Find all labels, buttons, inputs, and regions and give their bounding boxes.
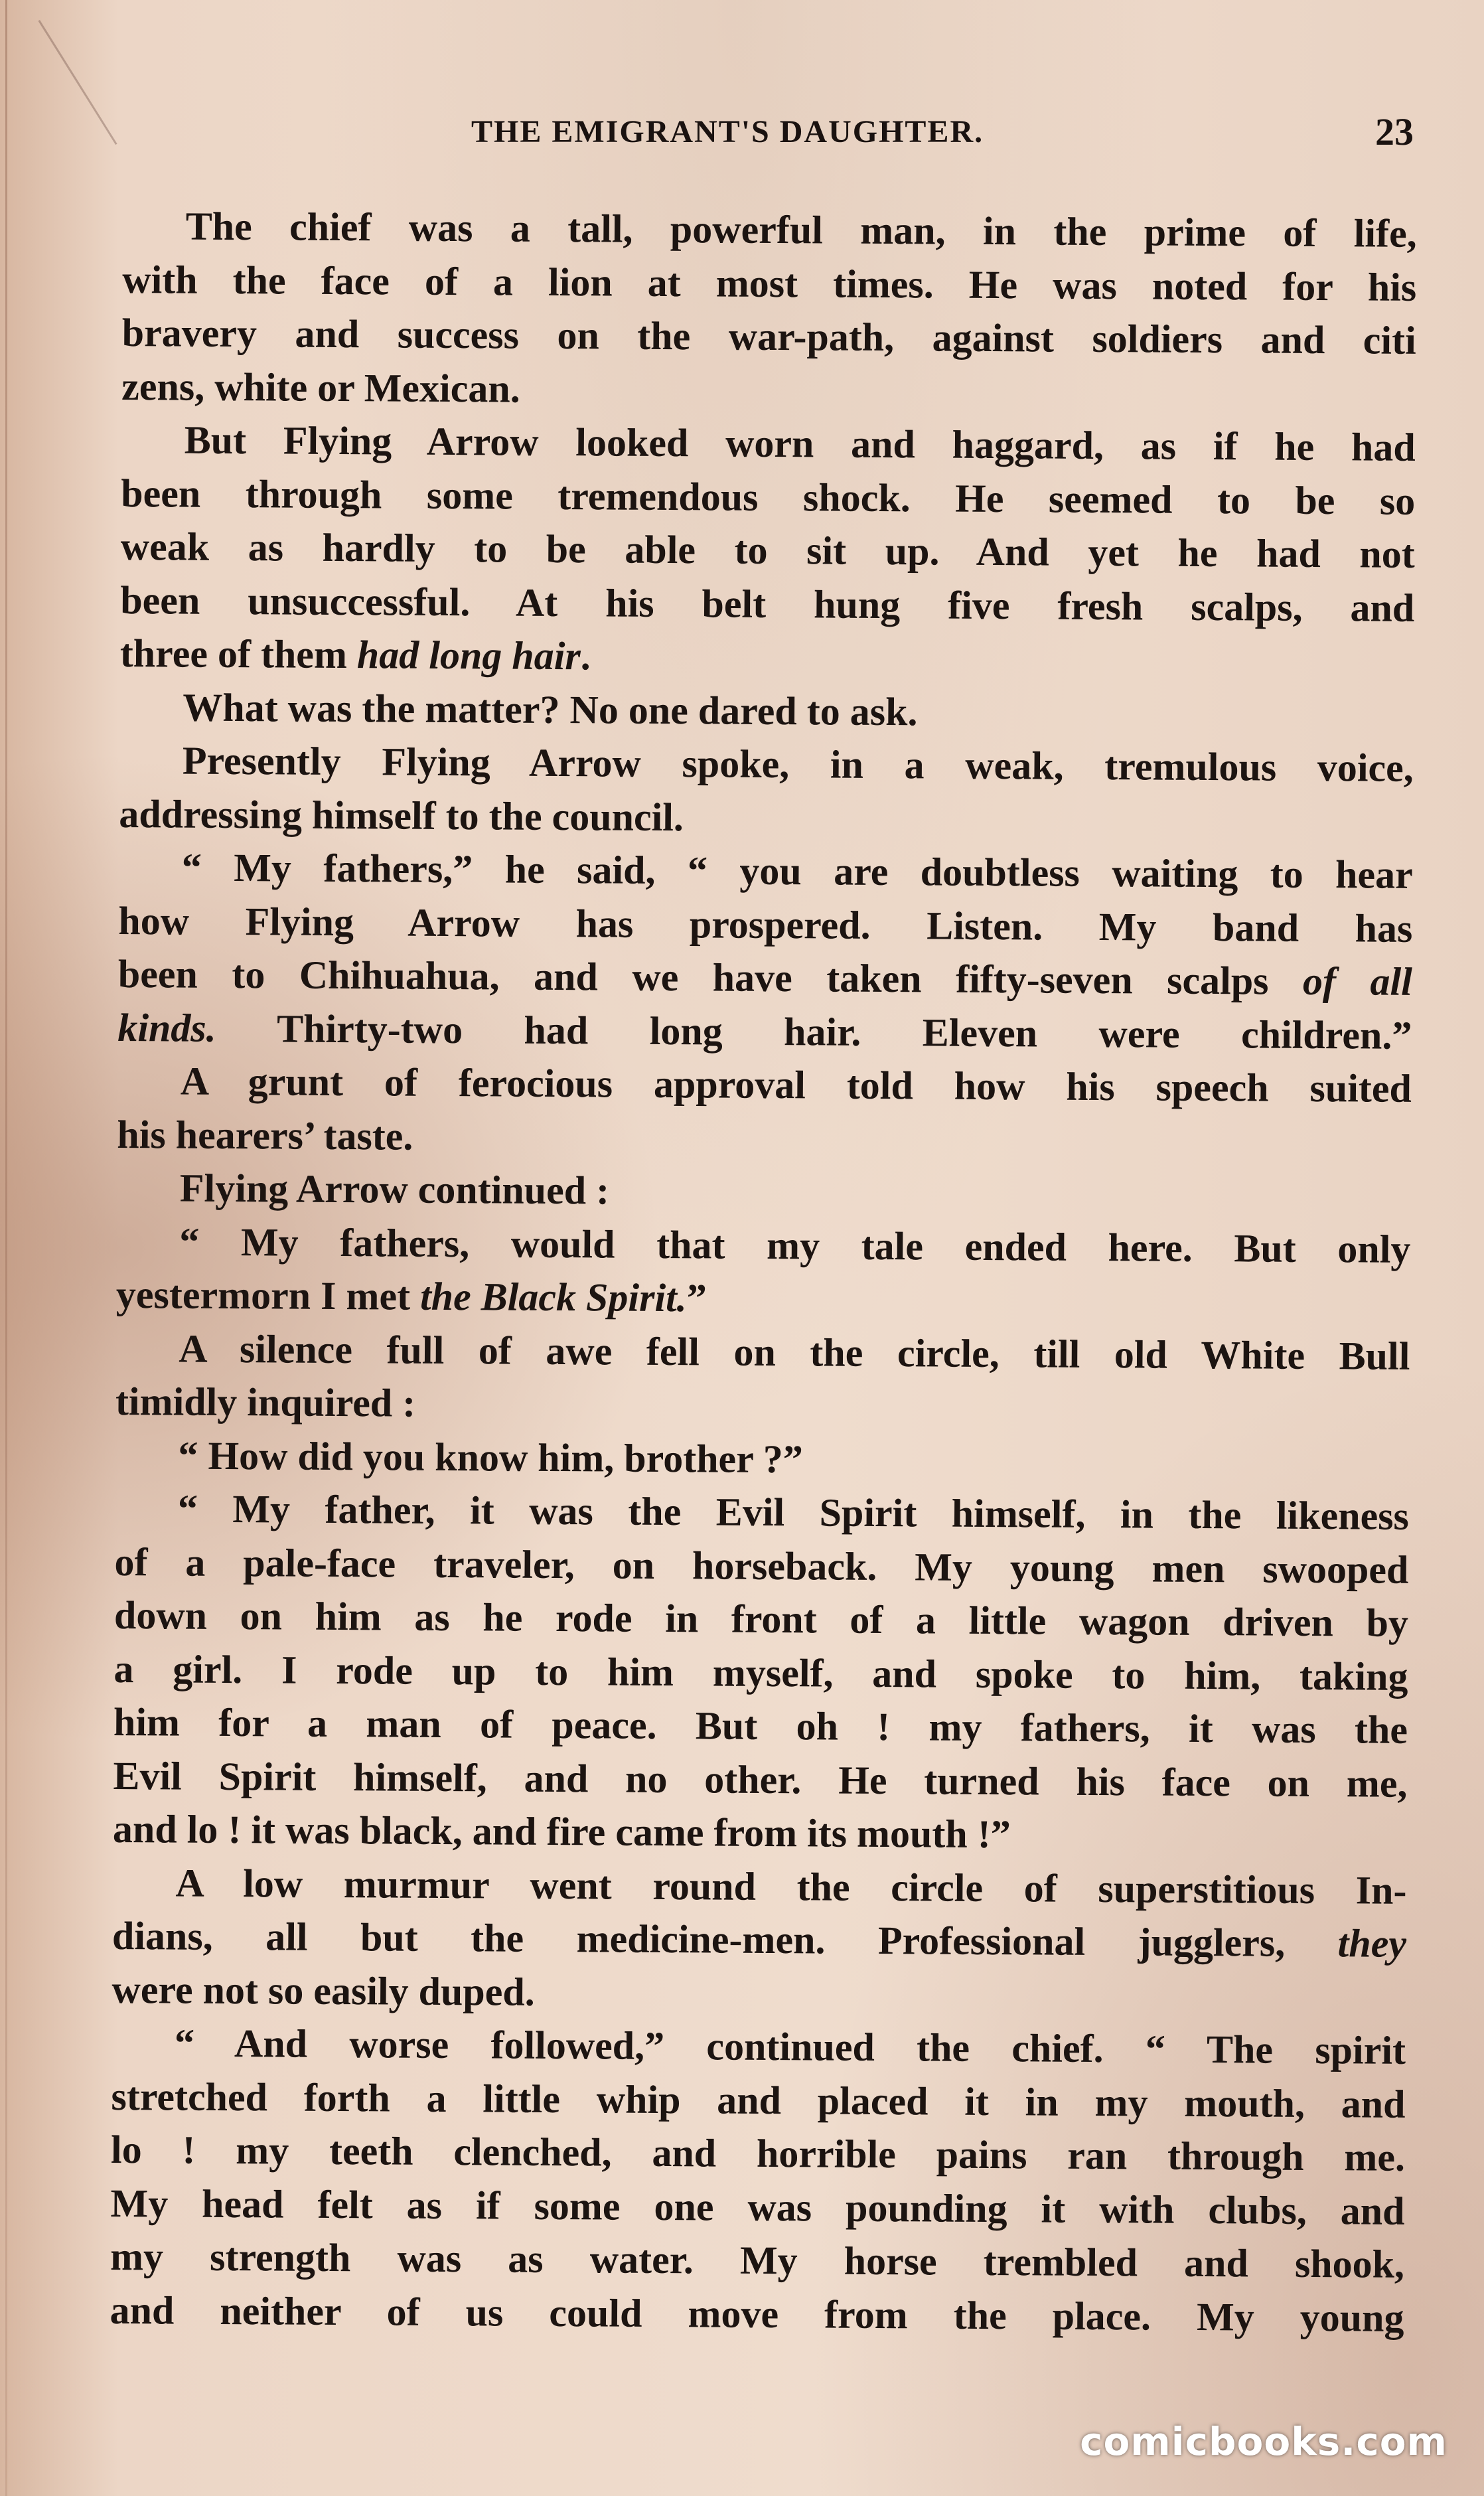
text-line: and lo ! it was black, and fire came from its mouth !”: [112, 1806, 1011, 1857]
text-line: and neither of us could move from the place. My young: [110, 2288, 1404, 2340]
text-line: weak as hardly to be able to sit up. And yet he had not: [120, 524, 1415, 576]
text-line: his hearers’ taste.: [117, 1112, 413, 1158]
running-title: THE EMIGRANT'S DAUGHTER.: [471, 114, 984, 149]
text-line: “ My father, it was the Evil Spirit himself, in the likeness: [177, 1486, 1410, 1538]
text-line: were not so easily duped.: [111, 1967, 535, 2014]
text-line: But Flying Arrow looked worn and haggard, as if he had: [184, 418, 1416, 469]
text-line: bravery and success on the war-path, against soldiers and citi: [121, 310, 1416, 362]
italic-segment: the Black Spirit.: [419, 1274, 687, 1320]
text-segment: dians, all but the medicine-men. Professional jugglers,: [111, 1913, 1338, 1966]
italic-segment: had long hair: [356, 633, 581, 678]
text-line: “ How did you know him, brother ?”: [178, 1433, 803, 1481]
text-line: how Flying Arrow has prospered. Listen. My band has: [118, 898, 1413, 951]
text-line: addressing himself to the council.: [119, 791, 684, 839]
text-line: [112, 1909, 1406, 1970]
text-segment: Thirty-two had long hair. Eleven were children.”: [216, 1006, 1412, 1057]
text-line: The chief was a tall, powerful man, in the prime of life,: [185, 204, 1417, 256]
page-crease: [38, 20, 117, 145]
text-segment: yestermorn I met: [115, 1272, 421, 1318]
text-line: “ My fathers,” he said, “ you are doubtless waiting to hear: [181, 845, 1414, 897]
running-head: [133, 103, 1414, 163]
text-line: [120, 627, 1414, 688]
text-segment: ”: [686, 1276, 707, 1320]
text-line: “ My fathers, would that my tale ended here. But only: [179, 1219, 1411, 1271]
text-line: a girl. I rode up to him myself, and spoke to him, taking: [113, 1646, 1408, 1699]
page-fold-edge: [5, 0, 7, 2496]
text-line: of a pale-face traveler, on horseback. My young men swooped: [114, 1539, 1409, 1592]
text-line: [116, 1268, 1410, 1329]
italic-segment: kinds.: [117, 1005, 216, 1050]
text-line: A silence full of awe fell on the circle, till old White Bull: [179, 1326, 1410, 1378]
text-line: been through some tremendous shock. He seemed to be so: [121, 471, 1416, 523]
text-line: A grunt of ferocious approval told how his speech suited: [180, 1059, 1412, 1111]
text-segment: been to Chihuahua, and we have taken fifty-seven scalps: [117, 951, 1303, 1003]
text-line: down on him as he rode in front of a little wagon driven by: [113, 1593, 1409, 1645]
text-line: [118, 947, 1412, 1008]
watermark: comicbooks.com: [1080, 2419, 1447, 2464]
text-line: timidly inquired :: [115, 1379, 416, 1425]
body-text: [110, 199, 1417, 2345]
text-line: What was the matter? No one dared to ask.: [183, 685, 918, 734]
text-line: with the face of a lion at most times. He was noted for his: [122, 257, 1417, 309]
text-line: [117, 1000, 1412, 1061]
text-line: A low murmur went round the circle of superstitious In-: [175, 1861, 1407, 1912]
text-line: lo ! my teeth clenched, and horrible pains ran through me.: [110, 2127, 1406, 2179]
text-line: him for a man of peace. But oh ! my fathers, it was the: [113, 1699, 1408, 1752]
page-number: 23: [1375, 110, 1414, 153]
text-line: “ And worse followed,” continued the chief. “ The spirit: [174, 2021, 1406, 2072]
italic-segment: they: [1337, 1921, 1407, 1966]
text-segment: three of them: [119, 631, 358, 677]
text-line: stretched forth a little whip and placed it in my mouth, and: [111, 2074, 1406, 2126]
text-line: Flying Arrow continued :: [179, 1166, 610, 1213]
italic-segment: of all: [1302, 959, 1413, 1004]
text-line: been unsuccessful. At his belt hung five fresh scalps, and: [120, 578, 1415, 630]
text-line: Presently Flying Arrow spoke, in a weak, tremulous voice,: [182, 738, 1414, 790]
text-line: my strength was as water. My horse trembled and shook,: [110, 2234, 1405, 2286]
text-line: My head felt as if some one was pounding it with clubs, and: [110, 2181, 1405, 2233]
text-segment: .: [580, 634, 591, 678]
text-line: zens, white or Mexican.: [121, 364, 520, 411]
text-line: Evil Spirit himself, and no other. He turned his face on me,: [113, 1753, 1408, 1806]
